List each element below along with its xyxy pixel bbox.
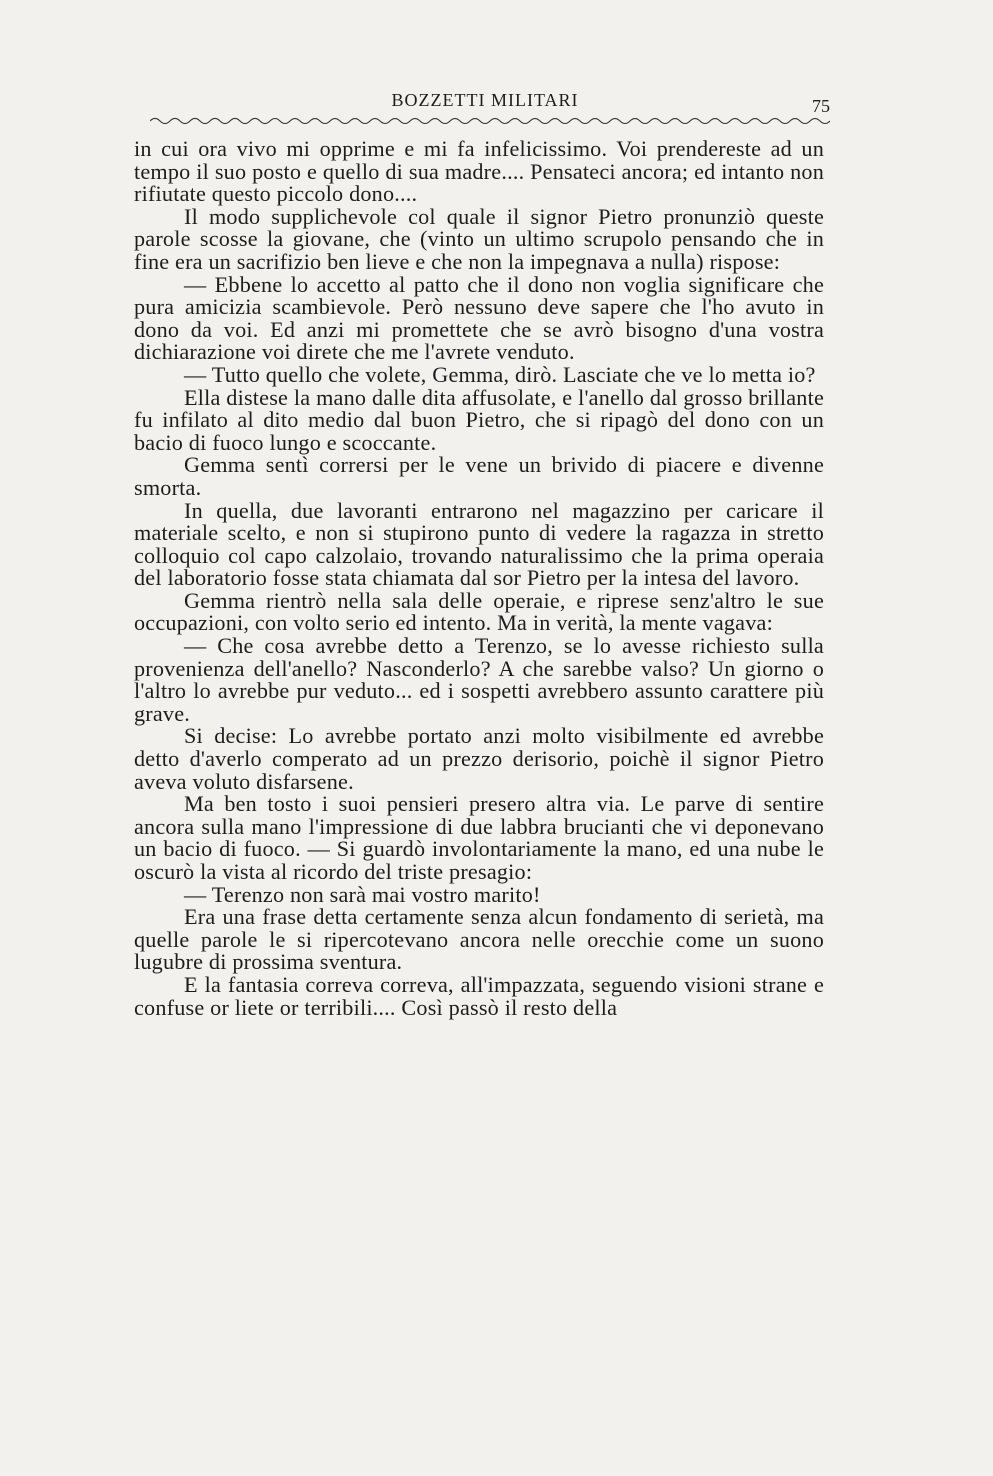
paragraph-1: in cui ora vivo mi opprime e mi fa infelicissimo. Voi prendereste ad un tempo il suo posto e quello di sua madre.... Pensateci ancora; ed intanto non rifiutate questo piccolo dono.... <box>134 136 824 207</box>
paragraph-8: Gemma rientrò nella sala delle operaie, e riprese senz'altro le sue occupazioni, con volto serio ed intento. Ma in verità, la mente vagava: <box>134 587 824 636</box>
paragraph-13: Era una frase detta certamente senza alcun fondamento di serietà, ma quelle parole le si ripercotevano ancora nelle orecchie come un suono lugubre di prossima sventura. <box>134 904 824 975</box>
paragraph-6: Gemma sentì corrersi per le vene un brivido di piacere e divenne smorta. <box>134 452 824 500</box>
paragraph-12: — Terenzo non sarà mai vostro marito! <box>184 881 541 907</box>
paragraph-4: — Tutto quello che volete, Gemma, dirò. Lasciate che ve lo metta io? <box>184 361 816 387</box>
paragraph-5: Ella distese la mano dalle dita affusolate, e l'anello dal grosso brillante fu infilato al dito medio dal buon Pietro, che si ripagò del dono con un bacio di fuoco lungo e scoccante. <box>134 384 824 455</box>
paragraph-10: Si decise: Lo avrebbe portato anzi molto visibilmente ed avrebbe detto d'averlo comperato ad un prezzo derisorio, poichè il signor Pietro aveva voluto disfarsene. <box>134 723 824 794</box>
paragraph-9: — Che cosa avrebbe detto a Terenzo, se lo avesse richiesto sulla provenienza dell'anello? Nasconderlo? A che sarebbe valso? Un giorno o l'altro lo avrebbe pur veduto... ed i sospetti avrebbero assunto carattere più grave. <box>134 633 824 726</box>
running-title: BOZZETTI MILITARI <box>391 90 579 110</box>
wavy-rule-icon <box>150 116 830 126</box>
paragraph-14: E la fantasia correva correva, all'impazzata, seguendo visioni strane e confuse or liete or terribili.... Così passò il resto della <box>134 971 824 1020</box>
paragraph-11: Ma ben tosto i suoi pensieri presero altra via. Le parve di sentire ancora sulla mano l'impressione di due labbra brucianti che vi deponevano un bacio di fuoco. — Si guardò involontariamente la mano, ed una nube le oscurò la vista al ricordo del triste presagio: <box>134 791 824 884</box>
page-header <box>140 90 830 130</box>
body-text <box>134 138 824 1019</box>
paragraph-2: Il modo supplichevole col quale il signor Pietro pronunziò queste parole scosse la giovane, che (vinto un ultimo scrupolo pensando che in fine era un sacrifizio ben lieve e che non la impegnava a nulla) rispose: <box>134 203 824 274</box>
paragraph-7: In quella, due lavoranti entrarono nel magazzino per caricare il materiale scelto, e non si stupirono punto di vedere la ragazza in stretto colloquio col capo calzolaio, trovando naturalissimo che la prima operaia del laboratorio fosse stata chiamata dal sor Pietro per la intesa del lavoro. <box>134 497 824 591</box>
paragraph-3: — Ebbene lo accetto al patto che il dono non voglia significare che pura amicizia scambievole. Però nessuno deve sapere che l'ho avuto in dono da voi. Ed anzi mi promettete che se avrò bisogno d'una vostra dichiarazione voi direte che me l'avrete venduto. <box>134 271 824 365</box>
page-number: 75 <box>812 96 830 116</box>
header-wavy-rule <box>150 116 830 126</box>
